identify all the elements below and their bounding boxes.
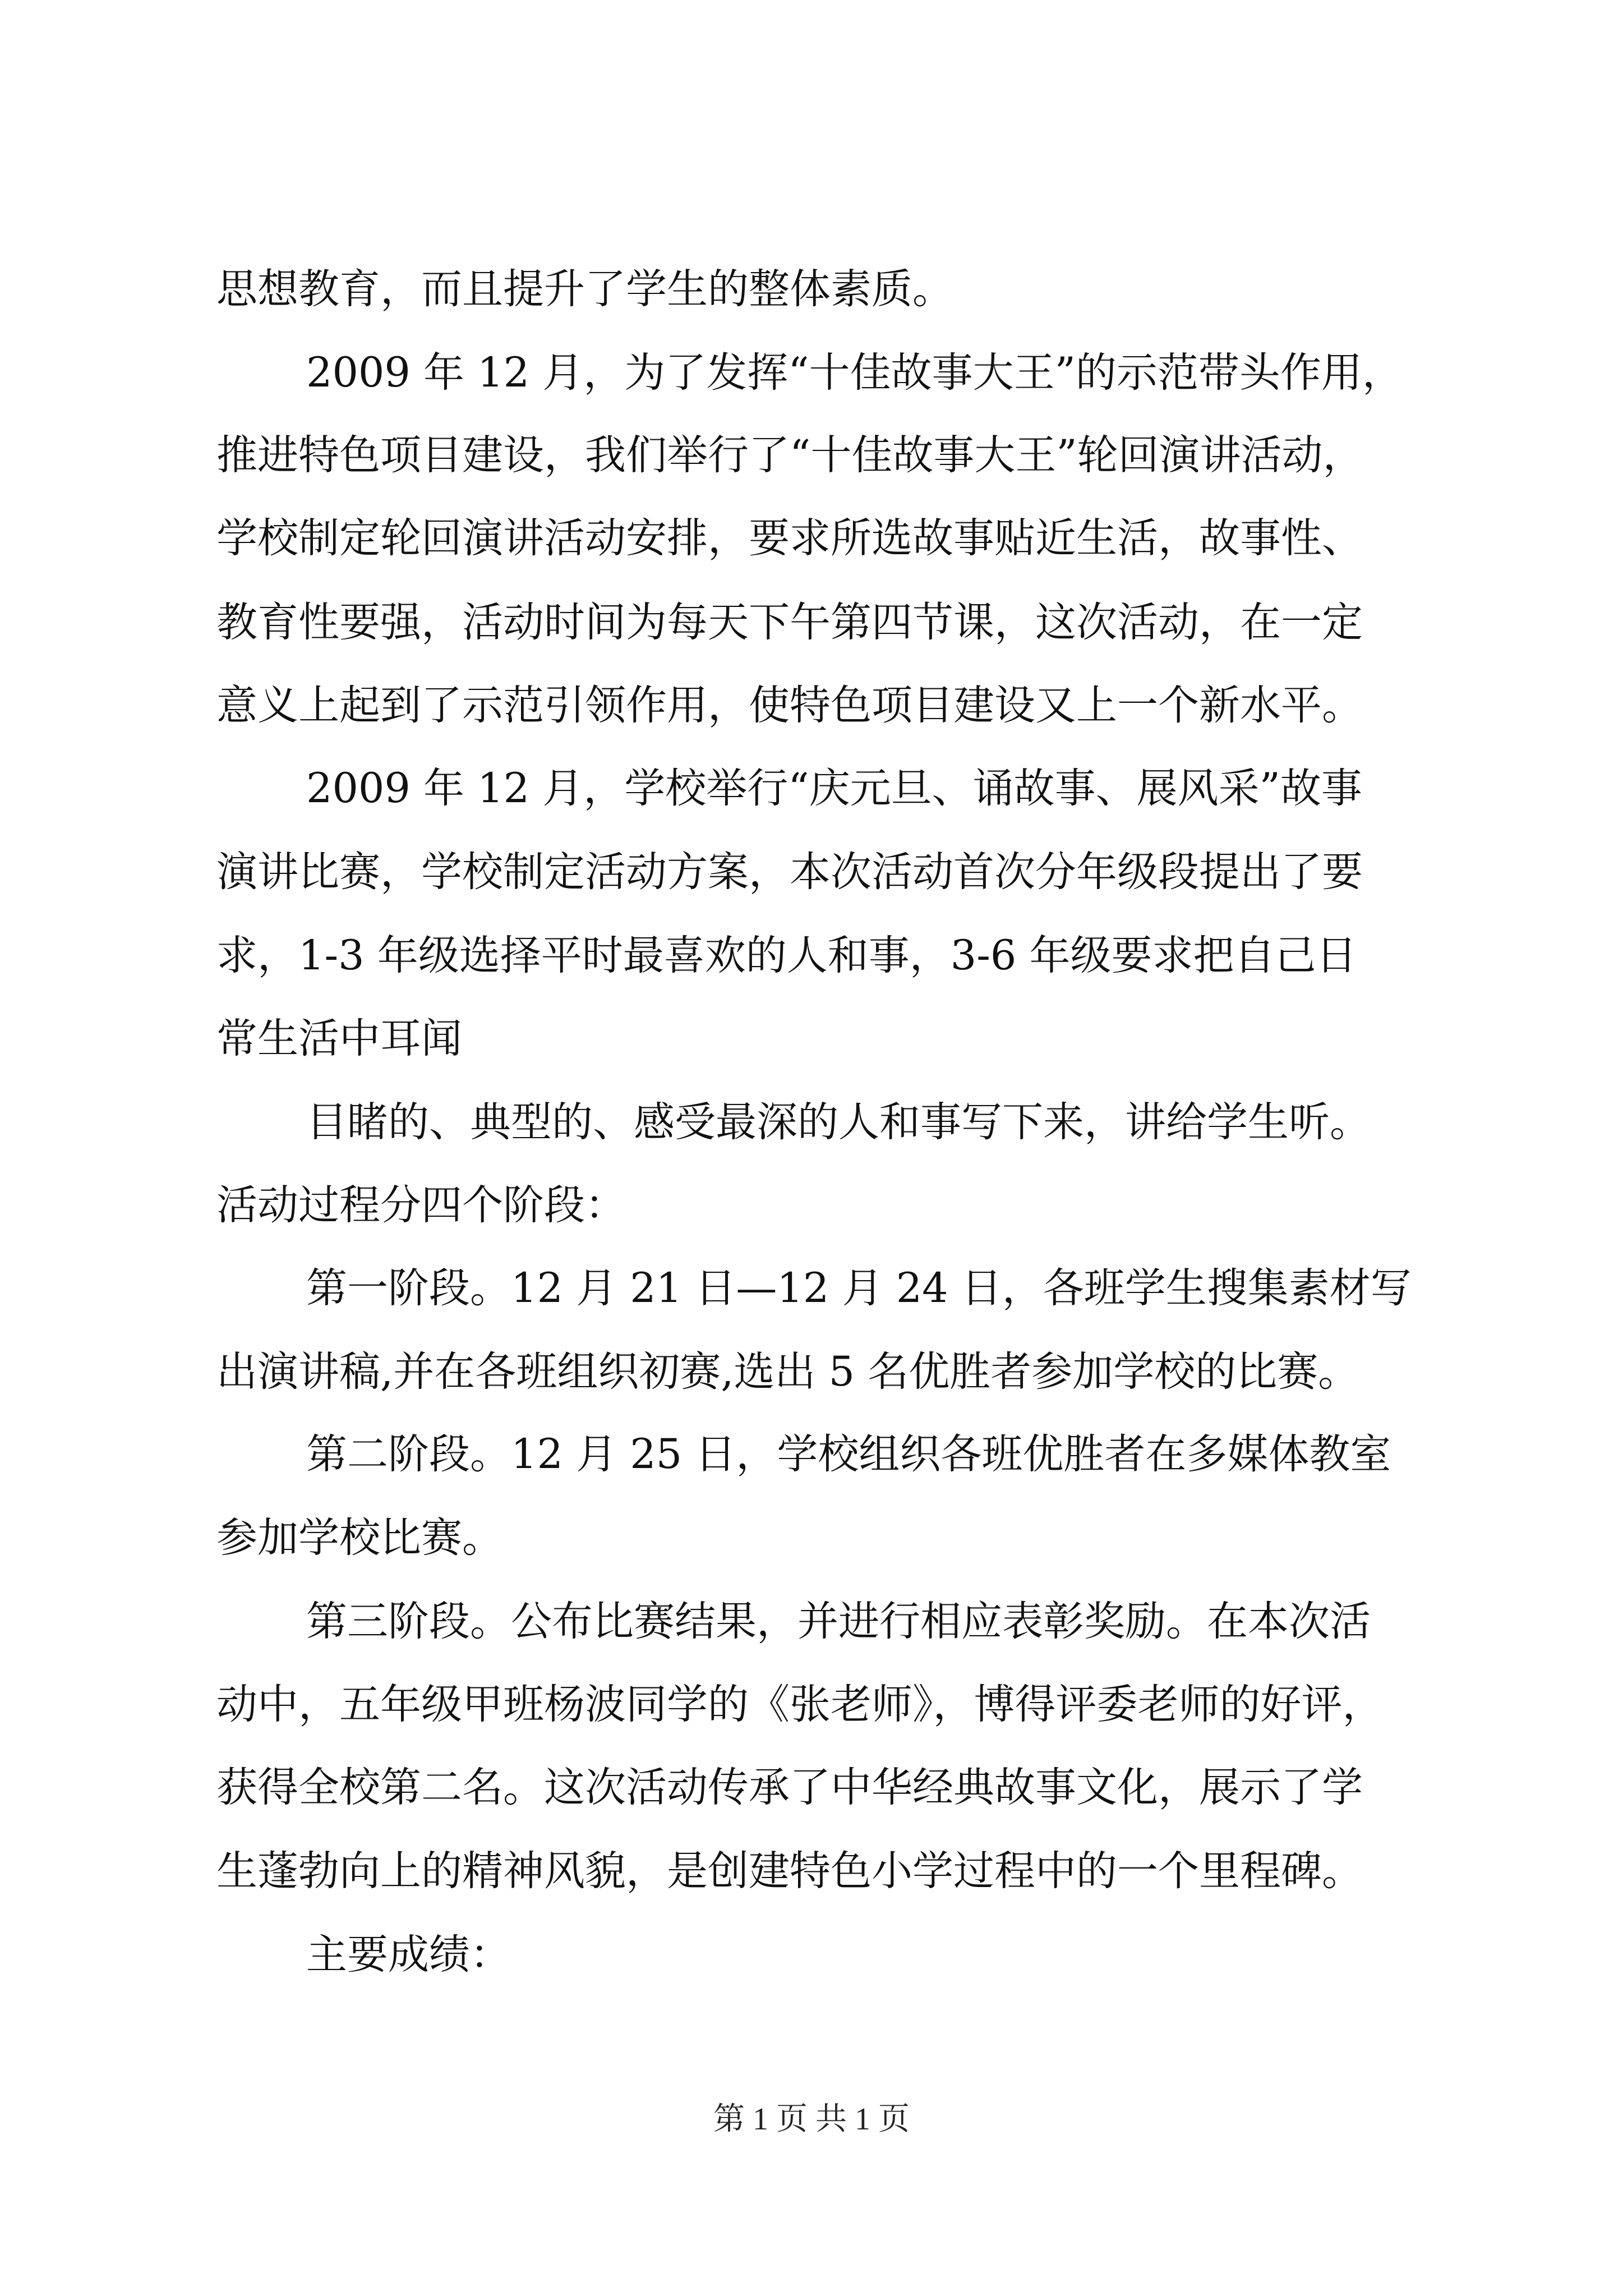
text-line: 出演讲稿,并在各班组织初赛,选出 5 名优胜者参加学校的比赛。 <box>216 1348 1359 1396</box>
text-line: 教育性要强，活动时间为每天下午第四节课，这次活动，在一定 <box>216 599 1363 646</box>
text-line: 意义上起到了示范引领作用，使特色项目建设又上一个新水平。 <box>216 682 1363 729</box>
text-line: 主要成绩： <box>306 1931 511 1978</box>
text-line: 推进特色项目建设，我们举行了“十佳故事大王”轮回演讲活动， <box>216 431 1364 479</box>
page-number-footer: 第 1 页 共 1 页 <box>713 2102 910 2137</box>
text-line: 第三阶段。公布比赛结果，并进行相应表彰奖励。在本次活 <box>306 1598 1371 1645</box>
text-line: 第一阶段。12 月 21 日—12 月 24 日，各班学生搜集素材写 <box>306 1264 1412 1312</box>
text-line: 目睹的、典型的、感受最深的人和事写下来，讲给学生听。 <box>306 1098 1371 1146</box>
text-line: 2009 年 12 月，学校举行“庆元旦、诵故事、展风采”故事 <box>306 765 1362 812</box>
text-line: 2009 年 12 月，为了发挥“十佳故事大王”的示范带头作用， <box>306 349 1403 397</box>
text-line: 第二阶段。12 月 25 日，学校组织各班优胜者在多媒体教室 <box>306 1430 1391 1478</box>
text-line: 演讲比赛，学校制定活动方案，本次活动首次分年级段提出了要 <box>216 848 1363 896</box>
text-line: 动中，五年级甲班杨波同学的《张老师》，博得评委老师的好评， <box>216 1681 1384 1728</box>
text-line: 活动过程分四个阶段： <box>216 1181 626 1229</box>
text-line: 求，1-3 年级选择平时最喜欢的人和事，3-6 年级要求把自己日 <box>216 932 1357 979</box>
text-line: 获得全校第二名。这次活动传承了中华经典故事文化，展示了学 <box>216 1764 1363 1811</box>
text-line: 思想教育，而且提升了学生的整体素质。 <box>216 265 953 313</box>
text-line: 常生活中耳闻 <box>216 1015 462 1062</box>
text-line: 参加学校比赛。 <box>216 1514 503 1562</box>
text-line: 学校制定轮回演讲活动安排，要求所选故事贴近生活，故事性、 <box>216 514 1363 562</box>
text-line: 生蓬勃向上的精神风貌，是创建特色小学过程中的一个里程碑。 <box>216 1847 1363 1895</box>
